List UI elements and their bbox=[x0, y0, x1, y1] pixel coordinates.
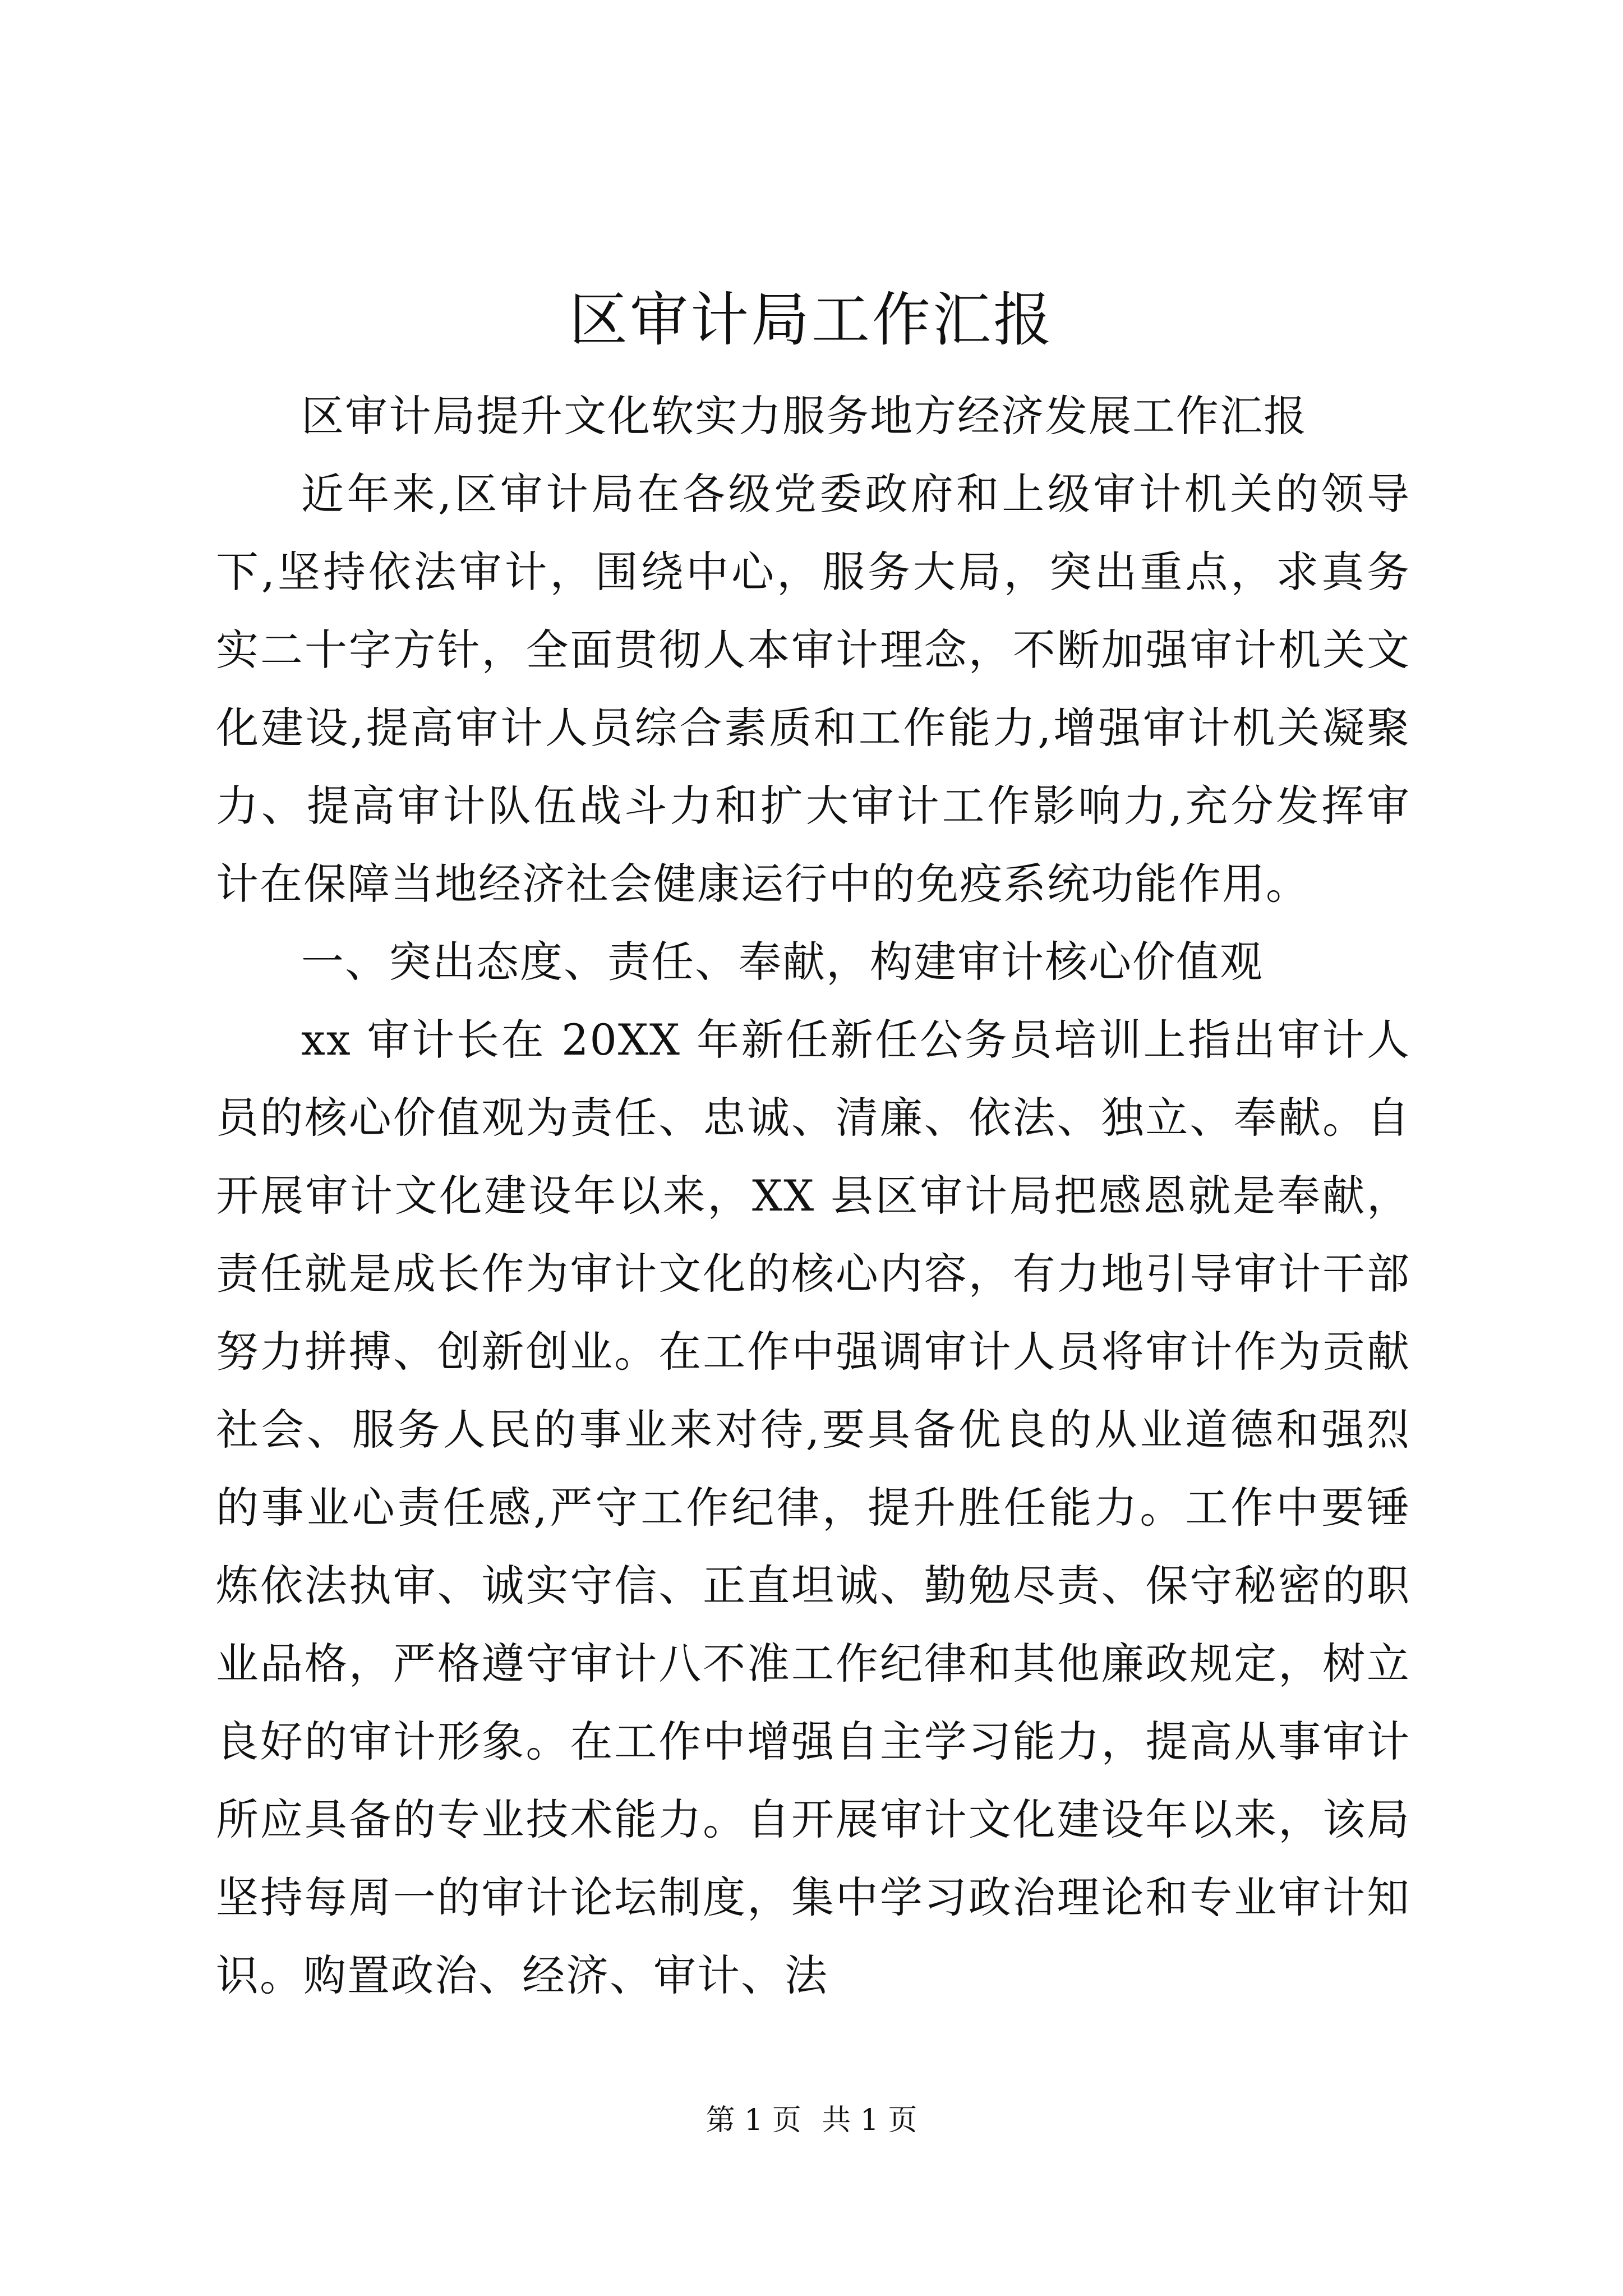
page-footer bbox=[0, 2101, 1623, 2140]
page-total: 共 1 页 bbox=[822, 2104, 917, 2137]
paragraph-intro: 近年来,区审计局在各级党委政府和上级审计机关的领导下,坚持依法审计，围绕中心，服务大局，突出重点，求真务实二十字方针，全面贯彻人本审计理念，不断加强审计机关文化建设,提高审计人员综合素质和工作能力,增强审计机关凝聚力、提高审计队伍战斗力和扩大审计工作影响力,充分发挥审计在保障当地经济社会健康运行中的免疫系统功能作用。 bbox=[216, 469, 1410, 909]
page-number: 第 1 页 bbox=[706, 2104, 801, 2137]
section-heading-1: 一、突出态度、责任、奉献，构建审计核心价值观 bbox=[301, 937, 1264, 987]
document-title: 区审计局工作汇报 bbox=[569, 286, 1054, 354]
document-body bbox=[216, 377, 1410, 2014]
document-subtitle: 区审计局提升文化软实力服务地方经济发展工作汇报 bbox=[301, 391, 1307, 441]
paragraph-section-1: xx 审计长在 20XX 年新任新任公务员培训上指出审计人员的核心价值观为责任、忠诚、清廉、依法、独立、奉献。自开展审计文化建设年以来，XX 县区审计局把感恩就是奉献，责任就是成长作为审计文化的核心内容，有力地引导审计干部努力拼搏、创新创业。在工作中强调审计人员将审计作为贡献社会、服务人民的事业来对待,要具备优良的从业道德和强烈的事业心责任感,严守工作纪律，提升胜任能力。工作中要锤炼依法执审、诚实守信、正直坦诚、勤勉尽责、保守秘密的职业品格，严格遵守审计八不准工作纪律和其他廉政规定，树立良好的审计形象。在工作中增强自主学习能力，提高从事审计所应具备的专业技术能力。自开展审计文化建设年以来，该局坚持每周一的审计论坛制度，集中学习政治理论和专业审计知识。购置政治、经济、审计、法 bbox=[216, 1015, 1410, 2000]
